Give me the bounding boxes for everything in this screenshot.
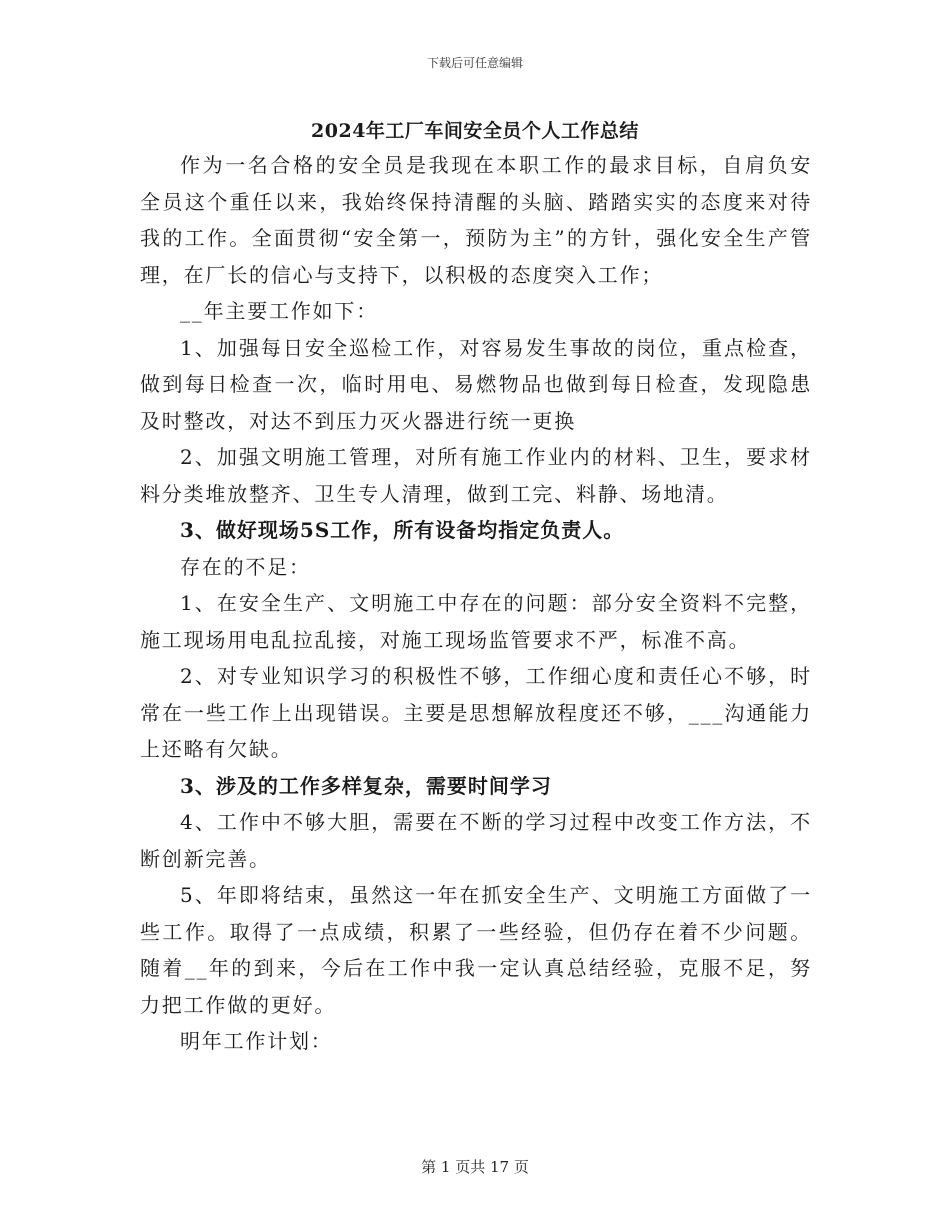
paragraph-main-work-heading: __年主要工作如下： (180, 299, 378, 323)
paragraph-shortcoming-2: 2、对专业知识学习的积极性不够，工作细心度和责任心不够，时常在一些工作上出现错误。主要是思想解放程度还不够，___沟通能力上还略有欠缺。 (140, 664, 812, 761)
paragraph-shortcomings-heading: 存在的不足： (180, 554, 311, 579)
paragraph-intro: 作为一名合格的安全员是我现在本职工作的最求目标，自肩负安全员这个重任以来，我始终保持清醒的头脑、踏踏实实的态度来对待我的工作。全面贯彻“安全第一，预防为主”的方针，强化安全生产管理，在厂长的信心与支持下，以积极的态度突入工作； (140, 153, 812, 287)
paragraph-work-item-1: 1、加强每日安全巡检工作，对容易发生事故的岗位，重点检查，做到每日检查一次，临时用电、易燃物品也做到每日检查，发现隐患及时整改，对达不到压力灭火器进行统一更换 (140, 335, 812, 433)
paragraph-shortcoming-4: 4、工作中不够大胆，需要在不断的学习过程中改变工作方法，不断创新完善。 (140, 810, 812, 871)
paragraph-shortcoming-3: 3、涉及的工作多样复杂，需要时间学习 (180, 773, 552, 798)
paragraph-next-year-plan-heading: 明年工作计划： (180, 1029, 333, 1053)
download-note: 下载后可任意编辑 (426, 56, 523, 70)
document-body (140, 147, 812, 1060)
document-title: 2024年工厂车间安全员个人工作总结 (311, 120, 639, 142)
paragraph-shortcoming-5: 5、年即将结束，虽然这一年在抓安全生产、文明施工方面做了一些工作。取得了一点成绩，积累了一些经验，但仍存在着不少问题。随着__年的到来，今后在工作中我一定认真总结经验，克服不足，努力把工作做的更好。 (140, 883, 812, 1017)
page-number: 第 1 页共 17 页 (421, 1158, 529, 1176)
paragraph-shortcoming-1: 1、在安全生产、文明施工中存在的问题：部分安全资料不完整，施工现场用电乱拉乱接，对施工现场监管要求不严，标准不高。 (140, 591, 812, 652)
paragraph-work-item-2: 2、加强文明施工管理，对所有施工作业内的材料、卫生，要求材料分类堆放整齐、卫生专人清理，做到工完、料静、场地清。 (140, 445, 812, 506)
paragraph-work-item-3: 3、做好现场5S工作，所有设备均指定负责人。 (180, 518, 625, 542)
